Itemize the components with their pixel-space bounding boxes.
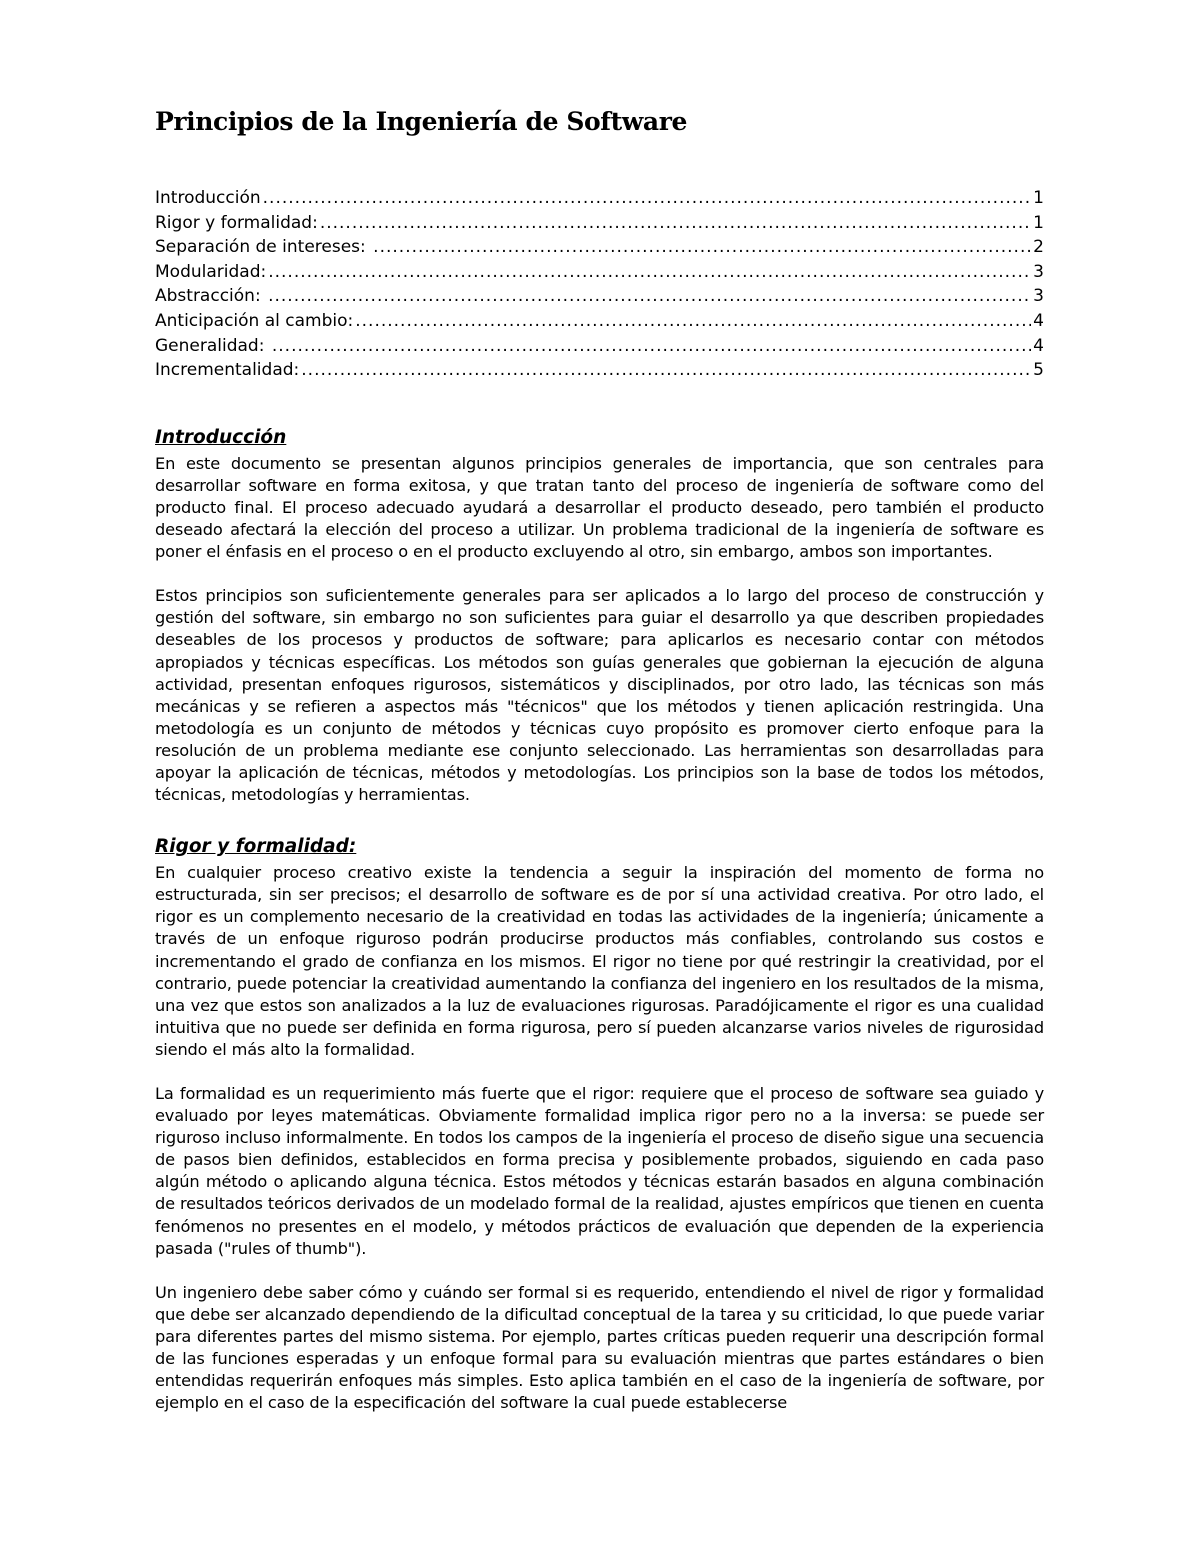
toc-entry-label: Introducción — [155, 188, 261, 208]
section-heading: Introducción — [155, 426, 287, 448]
paragraph: En este documento se presentan algunos principios generales de importancia, que son centrales para desarrollar software en forma exitosa, y que tratan tanto del proceso de ingeniería de software como del producto final. El proceso adecuado ayudará a desarrollar el producto deseado, pero también el producto deseado afectará la elección del proceso a utilizar. Un problema tradicional de la ingeniería de software es poner el énfasis en el proceso o en el producto excluyendo al otro, sin embargo, ambos son importantes. — [155, 453, 1044, 562]
toc-entry-label: Anticipación al cambio: — [155, 310, 354, 331]
toc-entry-abstraccion[interactable] — [155, 284, 1044, 309]
toc-entry-label: Modularidad: — [155, 261, 267, 282]
document-title: Principios de la Ingeniería de Software — [155, 107, 688, 136]
toc-leader-dots — [320, 211, 1031, 236]
section-introduccion — [155, 425, 1044, 806]
toc-leader-dots — [263, 186, 1032, 211]
toc-entry-modularidad[interactable] — [155, 260, 1044, 285]
toc-entry-page: 3 — [1033, 286, 1044, 307]
toc-entry-separacion[interactable] — [155, 235, 1044, 260]
toc-leader-dots — [272, 334, 1031, 359]
section-rigor-formalidad — [155, 834, 1044, 1414]
toc-entry-label: Incrementalidad: — [155, 360, 300, 381]
toc-entry-page: 4 — [1033, 310, 1044, 331]
toc-entry-rigor[interactable] — [155, 211, 1044, 236]
toc-entry-anticipacion[interactable] — [155, 309, 1044, 334]
table-of-contents — [155, 186, 1044, 383]
document-page — [155, 100, 1044, 1442]
toc-entry-label: Rigor y formalidad: — [155, 212, 318, 233]
toc-entry-introduccion[interactable] — [155, 186, 1044, 211]
paragraph: La formalidad es un requerimiento más fuerte que el rigor: requiere que el proceso de software sea guiado y evaluado por leyes matemáticas. Obviamente formalidad implica rigor pero no a la inversa: se puede ser riguroso incluso informalmente. En todos los campos de la ingeniería el proceso de diseño sigue una secuencia de pasos bien definidos, establecidos en forma precisa y posiblemente probados, siguiendo en cada paso algún método o aplicando alguna técnica. Estos métodos y técnicas estarán basados en alguna combinación de resultados teóricos derivados de un modelado formal de la realidad, ajustes empíricos que tienen en cuenta fenómenos no presentes en el modelo, y métodos prácticos de evaluación que dependen de la experiencia pasada ("rules of thumb"). — [155, 1084, 1044, 1258]
toc-entry-page: 2 — [1033, 237, 1044, 258]
toc-leader-dots — [268, 260, 1031, 285]
paragraph: Estos principios son suficientemente generales para ser aplicados a lo largo del proceso de construcción y gestión del software, sin embargo no son suficientes para guiar el desarrollo ya que describen propiedades deseables de los procesos y productos de software; para aplicarlos es necesario contar con métodos apropiados y técnicas específicas. Los métodos son guías generales que gobiernan la ejecución de alguna actividad, presentan enfoques rigurosos, sistemáticos y disciplinados, por otro lado, las técnicas son más mecánicas y se refieren a aspectos más "técnicos" que los métodos y tienen aplicación restringida. Una metodología es un conjunto de métodos y técnicas cuyo propósito es promover cierto enfoque para la resolución de un problema mediante ese conjunto seleccionado. Las herramientas son desarrolladas para apoyar la aplicación de técnicas, métodos y metodologías. Los principios son la base de todos los métodos, técnicas, metodologías y herramientas. — [155, 586, 1044, 805]
toc-entry-label: Abstracción: — [155, 286, 267, 307]
toc-entry-page: 4 — [1033, 335, 1044, 356]
toc-entry-page: 5 — [1033, 360, 1044, 381]
toc-entry-page: 1 — [1033, 188, 1044, 208]
toc-entry-incrementalidad[interactable] — [155, 358, 1044, 383]
toc-entry-generalidad[interactable] — [155, 334, 1044, 359]
paragraph: Un ingeniero debe saber cómo y cuándo ser formal si es requerido, entendiendo el nivel de rigor y formalidad que debe ser alcanzado dependiendo de la dificultad conceptual de la tarea y su criticidad, lo que puede variar para diferentes partes del mismo sistema. Por ejemplo, partes críticas pueden requerir una descripción formal de las funciones esperadas y un enfoque formal para su evaluación mientras que partes estándares o bien entendidas requerirán enfoques más simples. Esto aplica también en el caso de la ingeniería de software, por ejemplo en el caso de la especificación del software la cual puede establecerse — [155, 1282, 1044, 1413]
toc-entry-label: Generalidad: — [155, 335, 270, 356]
toc-leader-dots — [301, 358, 1031, 383]
toc-leader-dots — [268, 284, 1031, 309]
toc-entry-label: Separación de intereses: — [155, 237, 372, 258]
section-heading: Rigor y formalidad: — [155, 836, 357, 858]
toc-leader-dots — [355, 309, 1031, 334]
toc-entry-page: 3 — [1033, 261, 1044, 282]
toc-leader-dots — [373, 235, 1031, 260]
toc-entry-page: 1 — [1033, 212, 1044, 233]
paragraph: En cualquier proceso creativo existe la tendencia a seguir la inspiración del momento de forma no estructurada, sin ser precisos; el desarrollo de software es de por sí una actividad creativa. Por otro lado, el rigor es un complemento necesario de la creatividad en todas las actividades de la ingeniería; únicamente a través de un enfoque riguroso podrán producirse productos más confiables, controlando sus costos e incrementando el grado de confianza en los mismos. El rigor no tiene por qué restringir la creatividad, por el contrario, puede potenciar la creatividad aumentando la confianza del ingeniero en los resultados de la misma, una vez que estos son analizados a la luz de evaluaciones rigurosas. Paradójicamente el rigor es una cualidad intuitiva que no puede ser definida en forma rigurosa, pero sí pueden alcanzarse varios niveles de rigurosidad siendo el más alto la formalidad. — [155, 863, 1044, 1059]
